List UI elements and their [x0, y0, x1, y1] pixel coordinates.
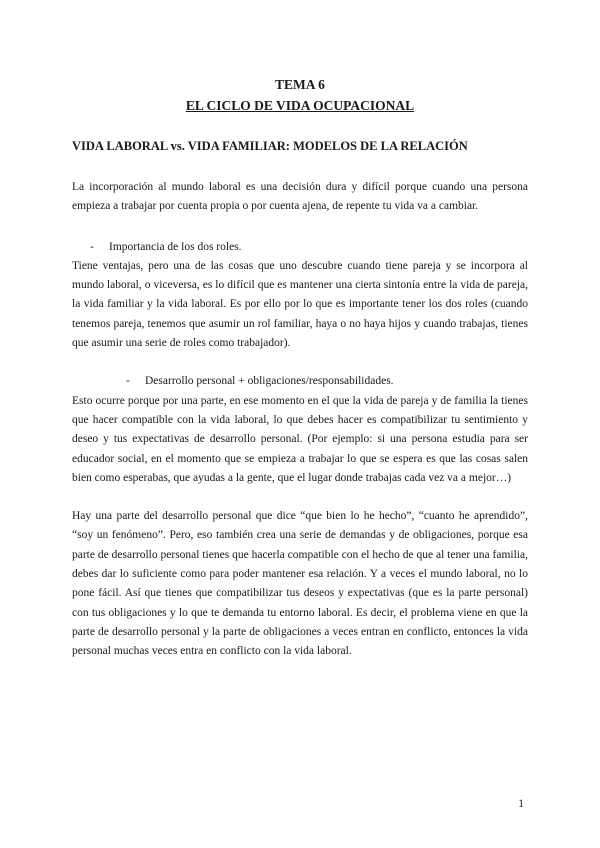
bullet-item [72, 238, 528, 257]
body-paragraph: Esto ocurre porque por una parte, en ese momento en el que la vida de pareja y de familia la tienes que hacer compatible con la vida laboral, lo que debes hacer es compatibilizar tu sentimiento y deseo y tus expectativas de desarrollo personal. (Por ejemplo: si una persona estudia para ser educador social, en el momento que se empieza a trabajar lo que se espera es que las cosas salen bien como esperabas, que ayudas a la gente, que el lugar donde trabajas cada vez va a mejor…) [72, 394, 528, 484]
bullet-label: Desarrollo personal + obligaciones/responsabilidades. [145, 375, 394, 388]
body-paragraph: Tiene ventajas, pero una de las cosas que uno descubre cuando tiene pareja y se incorpora al mundo laboral, o viceversa, es lo difícil que es mantener una cierta sintonía entre la vida de pareja, la vida familiar y la vida laboral. Es por ello por lo que es importante tener los dos roles (cuando tenemos pareja, tenemos que asumir un rol familiar, haya o no haya hijos y cuando trabajas, tienes que asumir una serie de roles como trabajador). [72, 259, 528, 350]
body-paragraph: Hay una parte del desarrollo personal que dice “que bien lo he hecho”, “cuanto he aprendido”, “soy un fenómeno”. Pero, eso también crea una serie de demandas y de obligaciones, porque esa parte de desarrollo personal tienes que hacerla compatible con el hecho de que al tener una familia, debes dar lo suficiente como para poder mantener esa relación. Y a veces el mundo laboral, no lo pone fácil. Así que tienes que compatibilizar tus deseos y expectativas (que es la parte personal) con tus obligaciones y lo que te demanda tu entorno laboral. Es decir, el problema viene en que la parte de desarrollo personal y la parte de obligaciones a veces entran en conflicto, entonces la vida personal muchas veces entra en conflicto con la vida laboral. [72, 510, 528, 658]
bullet-marker: - [90, 240, 94, 253]
document-title: TEMA 6 [275, 77, 325, 92]
bullet-item [72, 372, 528, 391]
bullet-label: Importancia de los dos roles. [109, 240, 242, 253]
document-subtitle: EL CICLO DE VIDA OCUPACIONAL [185, 98, 415, 113]
bullet-marker: - [126, 375, 130, 388]
section-heading: VIDA LABORAL vs. VIDA FAMILIAR: MODELOS DE LA RELACIÓN [72, 139, 468, 153]
intro-paragraph: La incorporación al mundo laboral es una decisión dura y difícil porque cuando una persona empieza a trabajar por cuenta propia o por cuenta ajena, de repente tu vida va a cambiar. [72, 181, 528, 213]
page-number: 1 [518, 798, 524, 810]
